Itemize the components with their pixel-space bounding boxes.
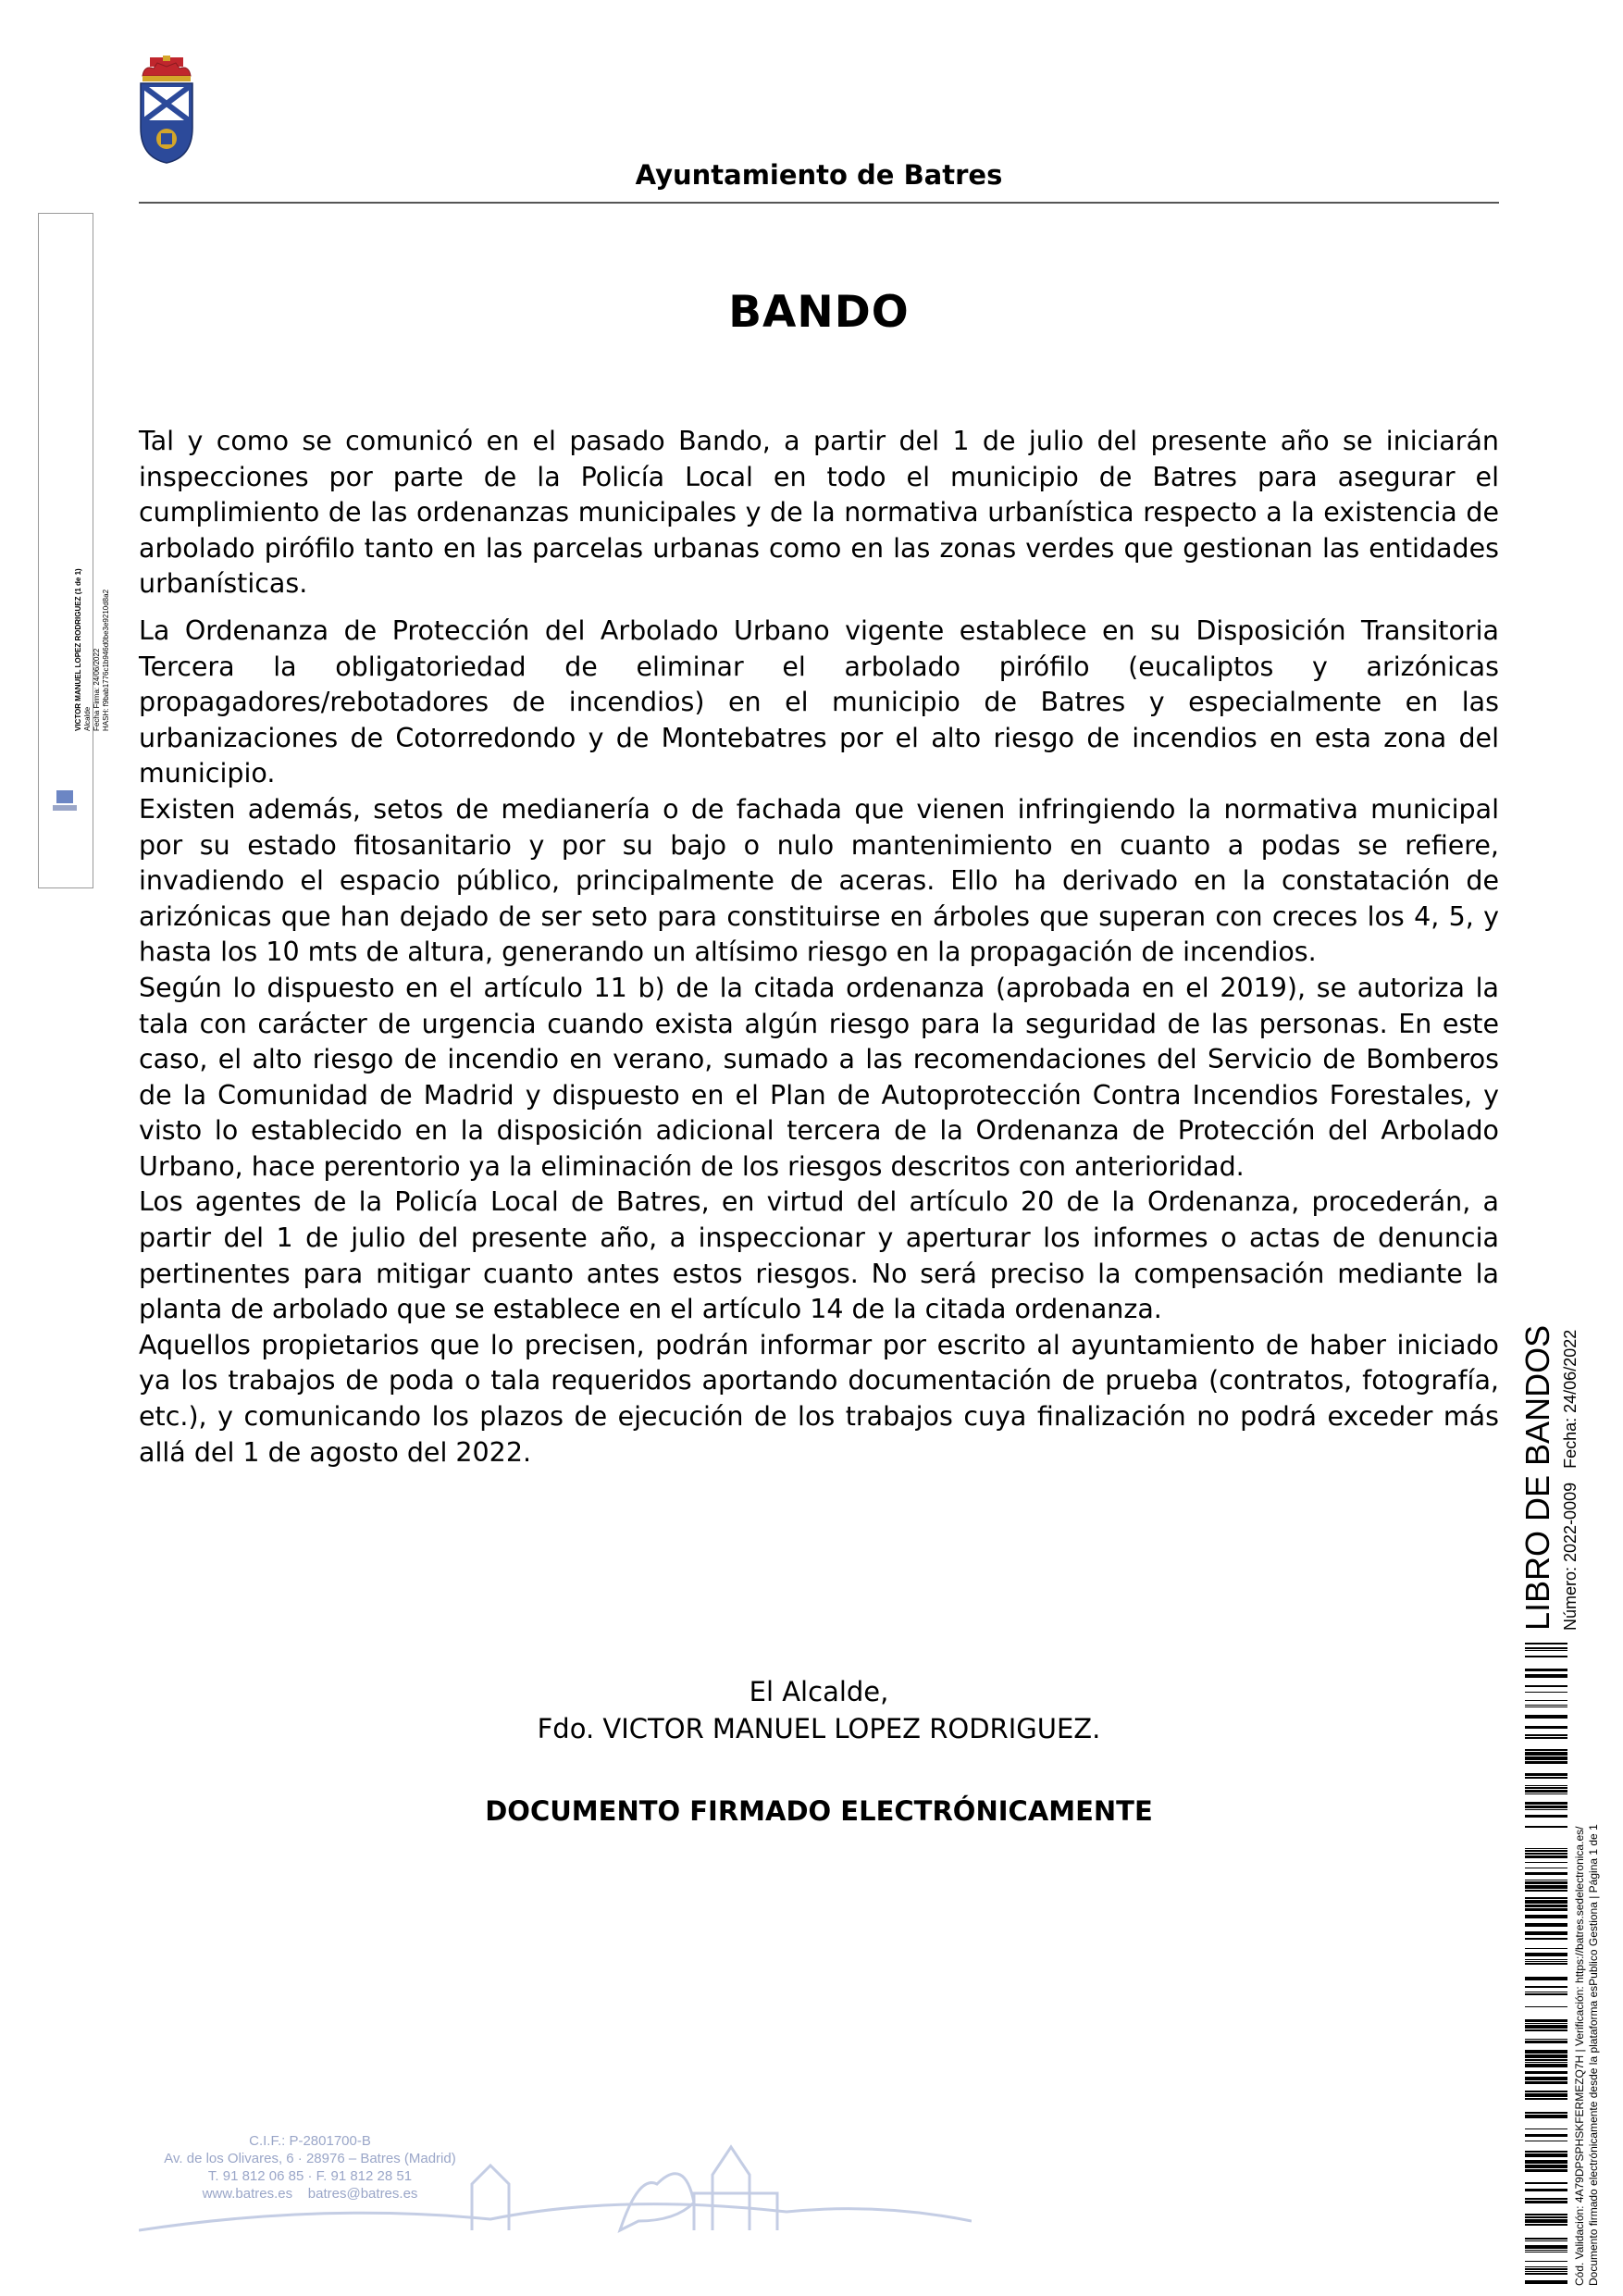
barcode-bar xyxy=(1525,1915,1567,1918)
registry-book-title: LIBRO DE BANDOS xyxy=(1518,1324,1556,1631)
barcode-bar xyxy=(1525,2019,1567,2022)
barcode-bar xyxy=(1525,2039,1567,2040)
barcode-bar xyxy=(1525,2029,1567,2031)
barcode-bar xyxy=(1525,1643,1567,1644)
barcode-bar xyxy=(1525,1806,1567,1808)
barcode-bar xyxy=(1525,2201,1567,2203)
barcode-bar xyxy=(1525,1692,1567,1693)
barcode-bar xyxy=(1525,2050,1567,2054)
barcode-bar xyxy=(1525,2160,1567,2164)
signature-stamp-text xyxy=(74,500,111,731)
barcode-bar xyxy=(1525,1977,1567,1980)
body-paragraph: La Ordenanza de Protección del Arbolado Urbano vigente establece en su Disposición Transitoria Tercera la obligatoriedad de eliminar el arbolado pirófilo (eucaliptos y arizónicas propagadores/rebotadores de incendios) en el municipio de Batres y especialmente en las urbanizaciones de Cotorredondo y de Montebatres por el alto riesgo de incendios en esta zona del municipio. xyxy=(139,614,1499,789)
barcode-bar xyxy=(1525,1953,1567,1956)
barcode-bar xyxy=(1525,2268,1567,2270)
barcode-bar xyxy=(1525,1650,1567,1651)
barcode-bar xyxy=(1525,1749,1567,1751)
municipal-crest-logo xyxy=(137,56,196,165)
barcode-bar xyxy=(1525,2240,1567,2241)
barcode-bar xyxy=(1525,2112,1567,2114)
barcode-bar xyxy=(1525,1756,1567,1760)
stamp-hash: HASH: f9bab1776c1b946d0be3e9210d8a2 xyxy=(102,589,110,731)
barcode-bar xyxy=(1525,1885,1567,1889)
barcode-bar xyxy=(1525,2077,1567,2080)
barcode-bar xyxy=(1525,1890,1567,1892)
barcode-bar xyxy=(1525,1761,1567,1764)
barcode-bar xyxy=(1525,1848,1567,1849)
barcode-bar xyxy=(1525,2006,1567,2007)
barcode-bar xyxy=(1525,1737,1567,1739)
barcode-bar xyxy=(1525,1785,1567,1786)
barcode-bar xyxy=(1525,2216,1567,2218)
validation-code-line: Cód. Validación: 4A79DPSPHSKFERMEZQ7H | Verificación: https://batres.sedelectronica.es/ xyxy=(1573,1826,1586,2286)
barcode-bar xyxy=(1525,2054,1567,2058)
barcode-bar xyxy=(1525,1773,1567,1776)
barcode-bar xyxy=(1525,2081,1567,2084)
barcode-bar xyxy=(1525,2266,1567,2267)
barcode-bar xyxy=(1525,1826,1567,1828)
barcode-bar xyxy=(1525,2273,1567,2275)
footer-phones: T. 91 812 06 85 · F. 91 812 28 51 xyxy=(207,2168,413,2184)
barcode-bar xyxy=(1525,2198,1567,2200)
body-paragraph: Existen además, setos de medianería o de fachada que vienen infringiendo la normativa municipal por su estado fitosanitario y por su bajo o nulo mantenimiento en cuanto a podas se refiere, invadiendo el espacio público, principalmente de aceras. Ello ha derivado en la constatación de arizónicas que han dejado de ser seto para constituirse en árboles que superan con creces los 4, 5, y hasta los 10 mts de altura, generando un altísimo riesgo en la propagación de incendios. xyxy=(139,793,1499,968)
barcode-bar xyxy=(1525,2041,1567,2043)
barcode-bar xyxy=(1525,2261,1567,2262)
barcode-bar xyxy=(1525,2098,1567,2100)
body-paragraph: Tal y como se comunicó en el pasado Bando, a partir del 1 de julio del presente año se iniciarán inspecciones por parte de la Policía Local en todo el municipio de Batres para asegurar el cumplimiento de las ordenanzas municipales y de la normativa urbanística respecto a la existencia de arbolado pirófilo tanto en las parcelas urbanas como en las zonas verdes que gestionan las entidades urbanísticas. xyxy=(139,426,1499,600)
barcode-bar xyxy=(1525,2169,1567,2172)
barcode-bar xyxy=(1525,2062,1567,2063)
signoff-role: El Alcalde, xyxy=(749,1676,889,1707)
barcode-bar xyxy=(1525,1752,1567,1756)
barcode-bar xyxy=(1525,1959,1567,1960)
body-paragraph: Los agentes de la Policía Local de Batres, en virtud del artículo 20 de la Ordenanza, procederán, a partir del 1 de julio del presente año, a inspeccionar y aperturar los informes o actas de denuncia pertinentes para mitigar cuanto antes estos riesgos. No será preciso la compensación mediante la planta de arbolado que se establece en el artículo 14 de la citada ordenanza. xyxy=(139,1186,1499,1325)
barcode-bar xyxy=(1525,1815,1567,1818)
barcode-bar xyxy=(1525,1897,1567,1899)
barcode-bar xyxy=(1525,1881,1567,1884)
barcode-bar xyxy=(1525,2093,1567,2097)
barcode-bar xyxy=(1525,2238,1567,2240)
barcode-bar xyxy=(1525,1923,1567,1927)
barcode-bar xyxy=(1525,2025,1567,2029)
barcode-bar xyxy=(1525,2134,1567,2137)
footer-cif: C.I.F.: P-2801700-B xyxy=(249,2133,371,2149)
barcode-bar xyxy=(1525,1726,1567,1729)
barcode-bar xyxy=(1525,1905,1567,1907)
barcode-bar xyxy=(1525,1685,1567,1687)
barcode-bar xyxy=(1525,1734,1567,1736)
barcode-bar xyxy=(1525,2165,1567,2168)
barcode-bar xyxy=(1525,1809,1567,1810)
barcode-bar xyxy=(1525,2271,1567,2272)
validation-platform-line: Documento firmado electrónicamente desde la plataforma esPublico Gestiona | Página 1 de 1 xyxy=(1587,1824,1600,2286)
barcode-bar xyxy=(1525,1938,1567,1940)
barcode-bar xyxy=(1525,2115,1567,2118)
barcode-bar xyxy=(1525,2059,1567,2061)
barcode-bar xyxy=(1525,1993,1567,1995)
barcode-bar xyxy=(1525,2091,1567,2092)
barcode-bar xyxy=(1525,1855,1567,1858)
barcode-bar xyxy=(1525,1986,1567,1988)
footer-address: Av. de los Olivares, 6 · 28976 – Batres (Madrid) xyxy=(164,2151,456,2166)
barcode-bar xyxy=(1525,1669,1567,1671)
barcode-bar xyxy=(1525,1802,1567,1805)
header-divider xyxy=(139,202,1499,204)
organization-name: Ayuntamiento de Batres xyxy=(635,159,1003,191)
barcode-bar xyxy=(1525,1850,1567,1852)
barcode-bar xyxy=(1525,1853,1567,1855)
barcode-bar xyxy=(1525,2153,1567,2157)
stamp-role: Alcalde xyxy=(83,706,92,731)
footer-email-link[interactable]: batres@batres.es xyxy=(307,2186,418,2202)
barcode-bar xyxy=(1525,1948,1567,1949)
electronic-signature-note: DOCUMENTO FIRMADO ELECTRÓNICAMENTE xyxy=(485,1795,1153,1827)
barcode-bar xyxy=(1525,1705,1567,1706)
body-paragraph: Según lo dispuesto en el artículo 11 b) de la citada ordenanza (aprobada en el 2019), se autoriza la tala con carácter de urgencia cuando exista algún riesgo para la seguridad de las personas. En este caso, el alto riesgo de incendio en verano, sumado a las recomendaciones del Servicio de Bomberos de la Comunidad de Madrid y dispuesto en el Plan de Autoprotección Contra Incendios Forestales, y visto lo establecido en la disposición adicional tercera de la Ordenanza de Protección del Arbolado Urbano, hace perentorio ya la eliminación de los riesgos descritos con anterioridad. xyxy=(139,972,1499,1182)
barcode-bar xyxy=(1525,1862,1567,1863)
barcode-bar xyxy=(1525,1908,1567,1911)
digital-seal-icon xyxy=(51,788,79,813)
barcode-bar xyxy=(1525,1900,1567,1904)
barcode-bar xyxy=(1525,1872,1567,1875)
barcode-bar xyxy=(1525,1787,1567,1789)
barcode-bar xyxy=(1525,1706,1567,1707)
barcode-bar xyxy=(1525,2023,1567,2024)
barcode-bar xyxy=(1525,1700,1567,1701)
barcode-bar xyxy=(1525,2250,1567,2251)
barcode-bar xyxy=(1525,1793,1567,1794)
barcode-bar xyxy=(1525,2219,1567,2223)
registry-number: Número: 2022-0009 xyxy=(1561,1482,1580,1631)
footer-web-link[interactable]: www.batres.es xyxy=(202,2186,293,2202)
barcode-bar xyxy=(1525,2280,1567,2284)
registry-label xyxy=(1518,1321,1580,1631)
barcode-bar xyxy=(1525,1647,1567,1649)
registry-meta xyxy=(1560,1321,1580,1631)
body-paragraph: Aquellos propietarios que lo precisen, podrán informar por escrito al ayuntamiento de haber iniciado ya los trabajos de poda o tala requeridos aportando documentación de prueba (contratos, fotografía, etc.), y comunicando los plazos de ejecución de los trabajos cuya finalización no podrá exceder más allá del 1 de agosto del 2022. xyxy=(139,1329,1499,1468)
barcode-bar xyxy=(1525,2224,1567,2226)
barcode-bar xyxy=(1525,2245,1567,2249)
barcode-bar xyxy=(1525,2252,1567,2253)
stamp-signer: VICTOR MANUEL LOPEZ RODRIGUEZ (1 de 1) xyxy=(74,568,82,731)
barcode-bar xyxy=(1525,2214,1567,2215)
barcode-bar xyxy=(1525,1790,1567,1793)
validation-barcode xyxy=(1525,1643,1567,2290)
barcode-bar xyxy=(1525,2128,1567,2129)
document-title: BANDO xyxy=(728,287,910,338)
document-body xyxy=(139,424,1499,1471)
barcode-bar xyxy=(1525,2071,1567,2074)
signoff-block xyxy=(139,1673,1499,1747)
footer-contact xyxy=(157,2132,463,2203)
validation-text xyxy=(1573,1824,1601,2286)
barcode-bar xyxy=(1525,1931,1567,1935)
barcode-bar xyxy=(1525,2189,1567,2191)
registry-date: Fecha: 24/06/2022 xyxy=(1561,1329,1580,1469)
barcode-bar xyxy=(1525,1656,1567,1657)
barcode-bar xyxy=(1525,2151,1567,2153)
barcode-bar xyxy=(1525,1963,1567,1965)
stamp-date: Fecha Firma: 24/06/2022 xyxy=(93,648,101,731)
footer-web-email xyxy=(157,2185,463,2203)
barcode-bar xyxy=(1525,1674,1567,1678)
barcode-bar xyxy=(1525,1777,1567,1779)
signoff-name: Fdo. VICTOR MANUEL LOPEZ RODRIGUEZ. xyxy=(537,1713,1101,1744)
barcode-bar xyxy=(1525,2182,1567,2184)
barcode-bar xyxy=(1525,1715,1567,1719)
barcode-bar xyxy=(1525,1961,1567,1962)
barcode-bar xyxy=(1525,2064,1567,2067)
